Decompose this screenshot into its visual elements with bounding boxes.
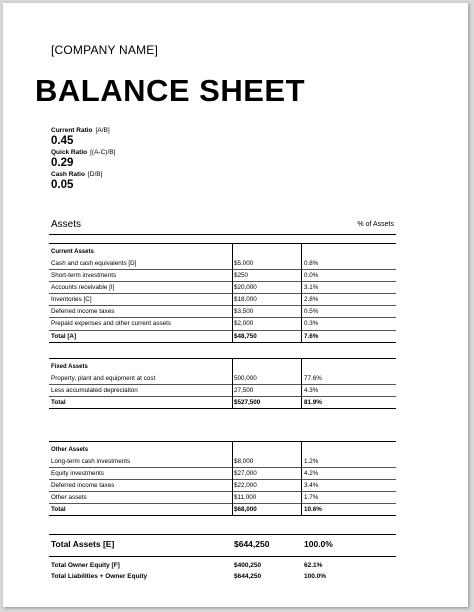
company-name: [COMPANY NAME] [51,43,159,57]
equity-summary-block [49,556,396,584]
row-label: Total [51,506,66,514]
summary-pct: 62.1% [304,562,323,569]
row-amount: $27,000 [234,470,257,478]
total-assets-value: $644,250 [234,539,270,549]
summary-value: $644,250 [234,573,262,580]
total-assets-pct: 100.0% [304,539,333,549]
ratio-formula: [D/B] [87,171,103,178]
row-label: Cash and cash equivalents [D] [51,260,137,267]
table-row [49,270,396,282]
summary-value: $400,250 [234,562,262,569]
column-rule [232,359,233,409]
row-percent: 3.1% [304,284,319,292]
row-amount: $8,000 [234,458,254,465]
total-assets-block [49,534,396,553]
row-percent: 1.2% [304,458,319,465]
row-percent: 1.7% [304,494,319,502]
row-amount: $11,000 [234,494,257,502]
other-assets-section [49,441,396,516]
fixed-assets-section [49,358,396,409]
row-amount: $22,000 [234,482,257,490]
current-assets-section [49,243,396,343]
table-row [49,468,396,480]
ratio-label: Cash Ratio [51,171,85,178]
row-amount: $18,000 [234,296,257,304]
section-title: Other Assets [51,447,89,453]
row-amount: $527,500 [234,399,261,407]
row-label: Other assets [51,494,87,502]
total-row [49,331,396,343]
table-row [49,456,396,468]
total-row [49,504,396,516]
row-percent: 10.6% [304,506,322,514]
row-percent: 4.3% [304,387,319,395]
row-percent: 3.4% [304,482,319,490]
section-title: Fixed Assets [51,364,88,370]
pct-of-assets-heading: % of Assets [357,221,394,228]
summary-row [49,573,396,584]
summary-label: Total Liabilities + Owner Equity [51,573,148,580]
column-rule [301,442,302,516]
summary-pct: 100.0% [304,573,327,580]
row-amount: $20,000 [234,284,257,292]
row-amount: $3,500 [234,308,254,316]
document-page [3,3,468,607]
page-title: BALANCE SHEET [35,73,306,108]
table-row [49,492,396,504]
row-percent: 0.5% [304,308,319,316]
row-percent: 0.3% [304,320,319,328]
row-percent: 77.6% [304,375,322,382]
row-amount: $48,750 [234,332,257,340]
table-row [49,258,396,270]
column-rule [232,244,233,343]
current-ratio [51,127,115,148]
row-percent: 4.2% [304,470,319,478]
row-label: Less accumulated depreciation [51,387,138,395]
ratio-formula: [A/B] [95,127,110,134]
cash-ratio [51,171,115,192]
table-row [49,480,396,492]
row-label: Total [51,399,66,407]
section-title: Current Assets [51,249,94,255]
row-percent: 7.6% [304,332,319,340]
ratio-formula: [(A-C)/B] [90,149,116,156]
table-row [49,385,396,397]
ratios-block [51,127,115,193]
column-rule [232,442,233,516]
row-label: Short-term investments [51,272,117,280]
assets-header [49,219,396,235]
row-label: Deferred income taxes [51,308,115,316]
row-percent: 0.8% [304,260,319,267]
table-row [49,282,396,294]
column-rule [301,359,302,409]
total-assets-row [49,539,396,553]
row-label: Equity investments [51,470,104,478]
table-row [49,318,396,330]
row-amount: $68,000 [234,506,257,514]
row-label: Accounts receivable [I] [51,284,115,292]
row-amount: 500,000 [234,375,257,382]
table-row [49,373,396,385]
quick-ratio [51,149,115,170]
row-amount: $5,000 [234,260,254,267]
total-assets-label: Total Assets [E] [51,539,115,549]
total-row [49,397,396,409]
row-percent: 81.9% [304,399,322,407]
table-row [49,294,396,306]
summary-row [49,562,396,573]
row-percent: 0.0% [304,272,319,280]
row-label: Prepaid expenses and other current assets [51,320,172,328]
row-label: Deferred income taxes [51,482,115,490]
table-row [49,306,396,318]
ratio-value: 0.29 [51,157,74,169]
row-amount: $250 [234,272,249,280]
ratio-label: Quick Ratio [51,149,88,156]
row-percent: 2.8% [304,296,319,304]
row-amount: $2,000 [234,320,254,328]
row-amount: 27,500 [234,387,254,395]
column-rule [301,244,302,343]
row-label: Long-term cash investments [51,458,131,465]
assets-heading: Assets [51,219,82,230]
summary-label: Total Owner Equity [F] [51,562,120,569]
ratio-label: Current Ratio [51,127,93,134]
row-label: Inventories [C] [51,296,92,304]
ratio-value: 0.45 [51,135,74,147]
row-label: Property, plant and equipment at cost [51,375,156,382]
row-label: Total [A] [51,332,77,340]
ratio-value: 0.05 [51,179,74,191]
